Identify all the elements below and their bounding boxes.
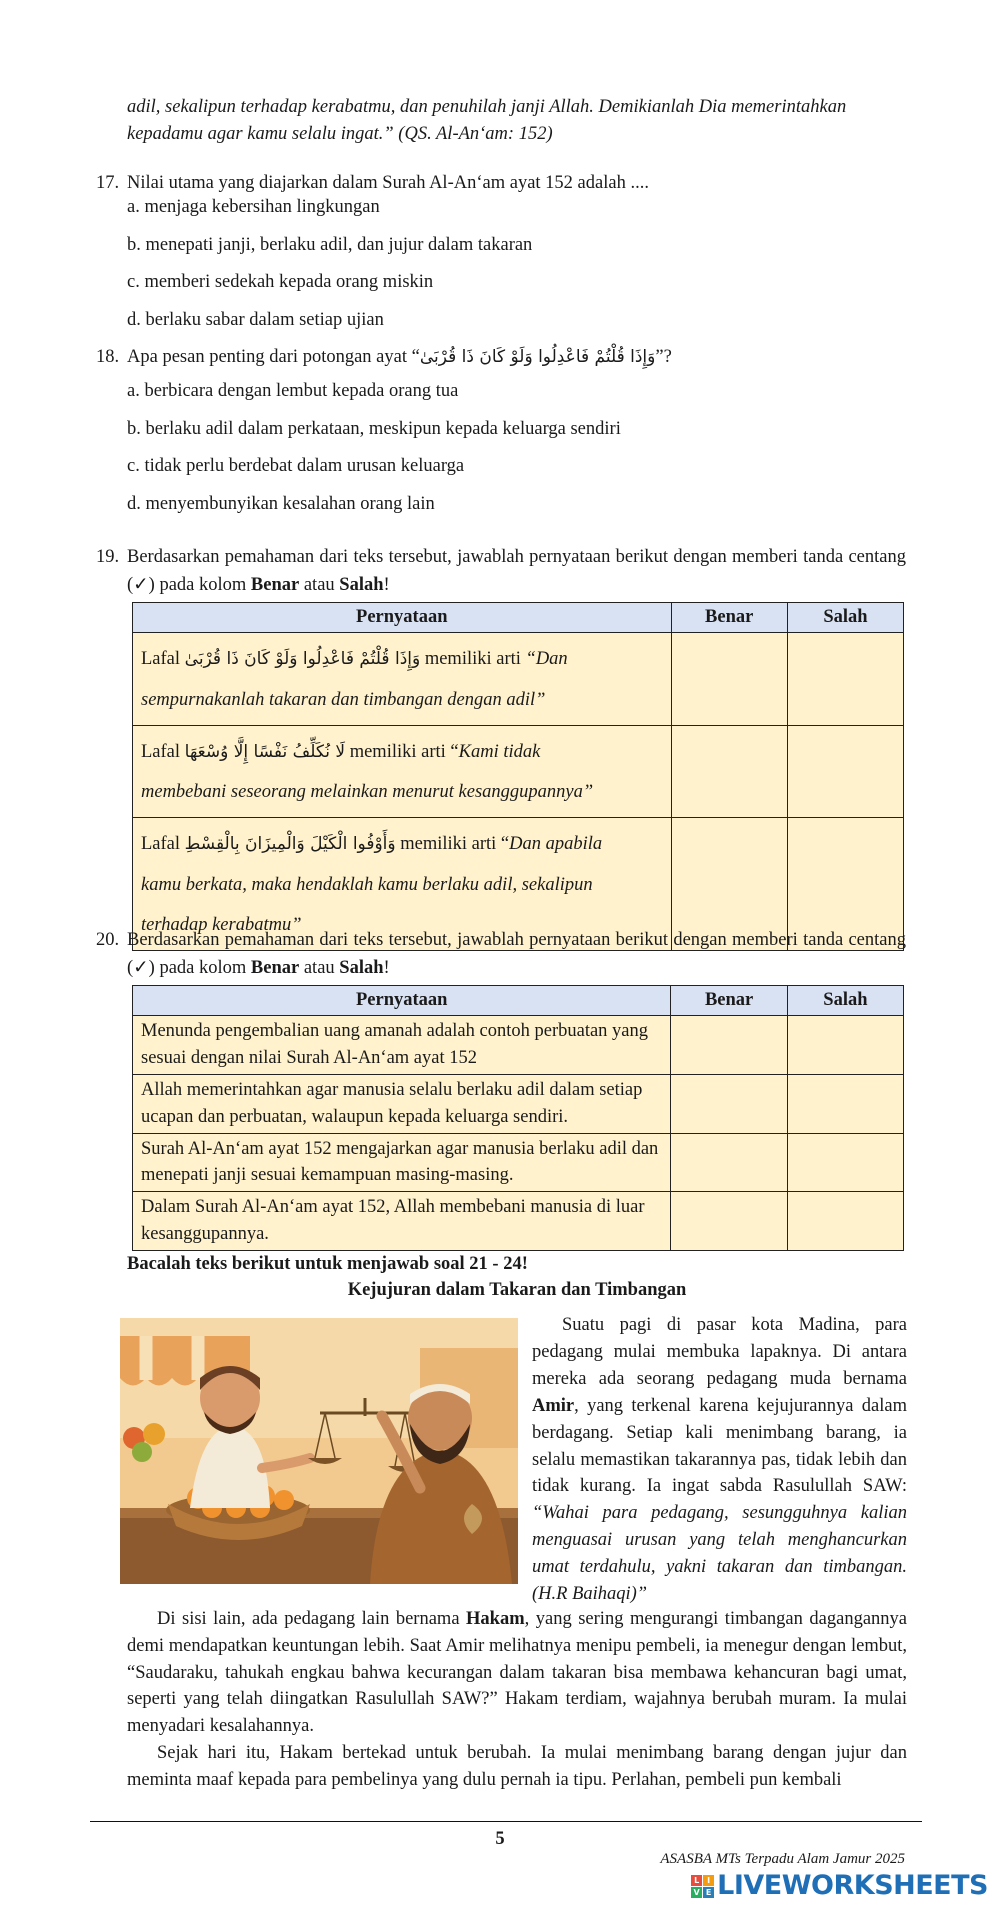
liveworksheets-logo[interactable] — [691, 1866, 988, 1907]
benar-checkbox[interactable] — [671, 1133, 787, 1192]
story-paragraph-1: Suatu pagi di pasar kota Madina, para pedagang mulai membuka lapaknya. Di antara mereka ada seorang pedagang muda bernama Amir, yang terkenal karena kejujurannya dalam berdagang. Setiap kali menimbang barang, ia selalu memastikan takarannya pas, tidak lebih dan tidak kurang. Ia ingat sabda Rasulullah SAW: “Wahai para pedagang, sesungguhnya kalian menguasai urusan yang telah menghancurkan umat terdahulu, yakni takaran dan timbangan.(H.R Baihaqi)” — [532, 1315, 907, 1605]
option-a[interactable]: a. berbicara dengan lembut kepada orang tua — [127, 380, 459, 401]
table-row — [133, 1192, 904, 1251]
salah-checkbox[interactable] — [787, 725, 903, 817]
story-paragraph-2: Di sisi lain, ada pedagang lain bernama Hakam, yang sering mengurangi timbangan dagangannya demi mendapatkan keuntungan lebih. Saat Amir melihatnya menipu pembeli, ia menegur dengan lembut, “Saudaraku, tahukah engkau bahwa kecurangan dalam takaran bisa membawa kehancuran bagi umat, seperti yang telah diingatkan Rasulullah SAW?” Hakam terdiam, wajahnya berubah muram. Ia mulai menyadari kesalahannya. — [127, 1609, 907, 1737]
statement-cell: Lafal وَأَوْفُوا الْكَيْلَ وَالْمِيزَانَ بِالْقِسْطِ memiliki arti “Dan apabila kamu berkata, maka hendaklah kamu berlaku adil, sekalipun terhadap kerabatmu” — [133, 818, 672, 951]
header-salah: Salah — [787, 602, 903, 633]
question-number: 20. — [96, 930, 120, 950]
option-a[interactable]: a. menjaga kebersihan lingkungan — [127, 196, 380, 217]
statement-cell: Surah Al-An‘am ayat 152 mengajarkan agar manusia berlaku adil dan menepati janji sesuai kemampuan masing-masing. — [133, 1133, 671, 1192]
header-pernyataan: Pernyataan — [133, 602, 672, 633]
option-c[interactable]: c. memberi sedekah kepada orang miskin — [127, 272, 434, 293]
arabic-verse: وَأَوْفُوا الْكَيْلَ وَالْمِيزَانَ بِالْقِسْطِ — [184, 834, 396, 854]
story-paragraph-3: Sejak hari itu, Hakam bertekad untuk berubah. Ia mulai menimbang barang dengan jujur dan meminta maaf kepada para pembelinya yang dulu pernah ia tipu. Perlahan, pembeli pun kembali — [127, 1743, 907, 1790]
question-20 — [96, 927, 906, 1251]
footer-school: ASASBA MTs Terpadu Alam Jamur 2025 — [660, 1851, 905, 1867]
option-c[interactable]: c. tidak perlu berdebat dalam urusan keluarga — [127, 456, 465, 477]
question-text: Apa pesan penting dari potongan ayat “ — [127, 347, 420, 367]
header-pernyataan: Pernyataan — [133, 985, 671, 1016]
question-instruction: Berdasarkan pemahaman dari teks tersebut, jawablah pernyataan berikut dengan memberi tanda centang (✓) pada kolom Benar atau Salah! — [127, 930, 906, 978]
question-18 — [96, 344, 906, 519]
question-number: 17. — [96, 173, 120, 193]
option-b[interactable]: b. menepati janji, berlaku adil, dan jujur dalam takaran — [127, 234, 533, 255]
table-row — [133, 633, 904, 725]
story-title: Kejujuran dalam Takaran dan Timbangan — [347, 1280, 687, 1300]
logo-grid-icon: L I V E — [691, 1875, 714, 1898]
option-d[interactable]: d. berlaku sabar dalam setiap ujian — [127, 310, 384, 330]
salah-checkbox[interactable] — [787, 1192, 903, 1251]
statement-cell: Allah memerintahkan agar manusia selalu berlaku adil dalam setiap ucapan dan perbuatan, walaupun kepada keluarga sendiri. — [133, 1074, 671, 1133]
question-text: Nilai utama yang diajarkan dalam Surah Al-An‘am ayat 152 adalah .... — [127, 173, 649, 193]
salah-checkbox[interactable] — [787, 1016, 903, 1075]
arabic-verse: وَإِذَا قُلْتُمْ فَاعْدِلُوا وَلَوْ كَانَ ذَا قُرْبَىٰ — [184, 649, 421, 670]
table-row — [133, 1016, 904, 1075]
benar-checkbox[interactable] — [671, 725, 787, 817]
question-19 — [96, 544, 906, 951]
benar-checkbox[interactable] — [671, 1016, 787, 1075]
market-illustration — [120, 1318, 518, 1584]
table-row — [133, 1133, 904, 1192]
arabic-verse: وَإِذَا قُلْتُمْ فَاعْدِلُوا وَلَوْ كَانَ ذَا قُرْبَىٰ — [419, 347, 656, 367]
salah-checkbox[interactable] — [787, 1074, 903, 1133]
statement-cell: Menunda pengembalian uang amanah adalah contoh perbuatan yang sesuai dengan nilai Surah Al-An‘am ayat 152 — [133, 1016, 671, 1075]
intro-quote: adil, sekalipun terhadap kerabatmu, dan penuhilah janji Allah. Demikianlah Dia memerintahkan kepadamu agar kamu selalu ingat.” (QS. Al-An‘am: 152) — [127, 97, 847, 144]
question-number: 18. — [96, 347, 120, 367]
question-text-end: ”? — [655, 347, 672, 367]
question-instruction: Berdasarkan pemahaman dari teks tersebut, jawablah pernyataan berikut dengan memberi tanda centang (✓) pada kolom Benar atau Salah! — [127, 547, 906, 595]
story-body — [127, 1606, 907, 1794]
header-benar: Benar — [671, 985, 787, 1016]
benar-checkbox[interactable] — [671, 633, 787, 725]
table-row — [133, 1074, 904, 1133]
question-17 — [96, 170, 906, 335]
salah-checkbox[interactable] — [787, 633, 903, 725]
option-d[interactable]: d. menyembunyikan kesalahan orang lain — [127, 494, 435, 514]
arabic-verse: لَا نُكَلِّفُ نَفْسًا إِلَّا وُسْعَهَا — [184, 741, 346, 762]
footer-divider — [90, 1821, 922, 1822]
logo-text: LIVEWORKSHEETS — [717, 1870, 988, 1901]
reading-instruction: Bacalah teks berikut untuk menjawab soal 21 - 24! — [127, 1254, 528, 1274]
option-b[interactable]: b. berlaku adil dalam perkataan, meskipun kepada keluarga sendiri — [127, 418, 621, 439]
statement-table-20 — [132, 985, 904, 1251]
benar-checkbox[interactable] — [671, 1192, 787, 1251]
question-number: 19. — [96, 547, 120, 567]
header-salah: Salah — [787, 985, 903, 1016]
salah-checkbox[interactable] — [787, 1133, 903, 1192]
benar-checkbox[interactable] — [671, 1074, 787, 1133]
statement-cell: Lafal لَا نُكَلِّفُ نَفْسًا إِلَّا وُسْعَهَا memiliki arti “Kami tidak membebani seseorang melainkan menurut kesanggupannya” — [133, 725, 672, 817]
table-row — [133, 725, 904, 817]
statement-cell: Lafal وَإِذَا قُلْتُمْ فَاعْدِلُوا وَلَوْ كَانَ ذَا قُرْبَىٰ memiliki arti “Dan sempurnakanlah takaran dan timbangan dengan adil” — [133, 633, 672, 725]
page-number: 5 — [495, 1829, 505, 1849]
statement-table-19 — [132, 602, 904, 952]
header-benar: Benar — [671, 602, 787, 633]
statement-cell: Dalam Surah Al-An‘am ayat 152, Allah membebani manusia di luar kesanggupannya. — [133, 1192, 671, 1251]
